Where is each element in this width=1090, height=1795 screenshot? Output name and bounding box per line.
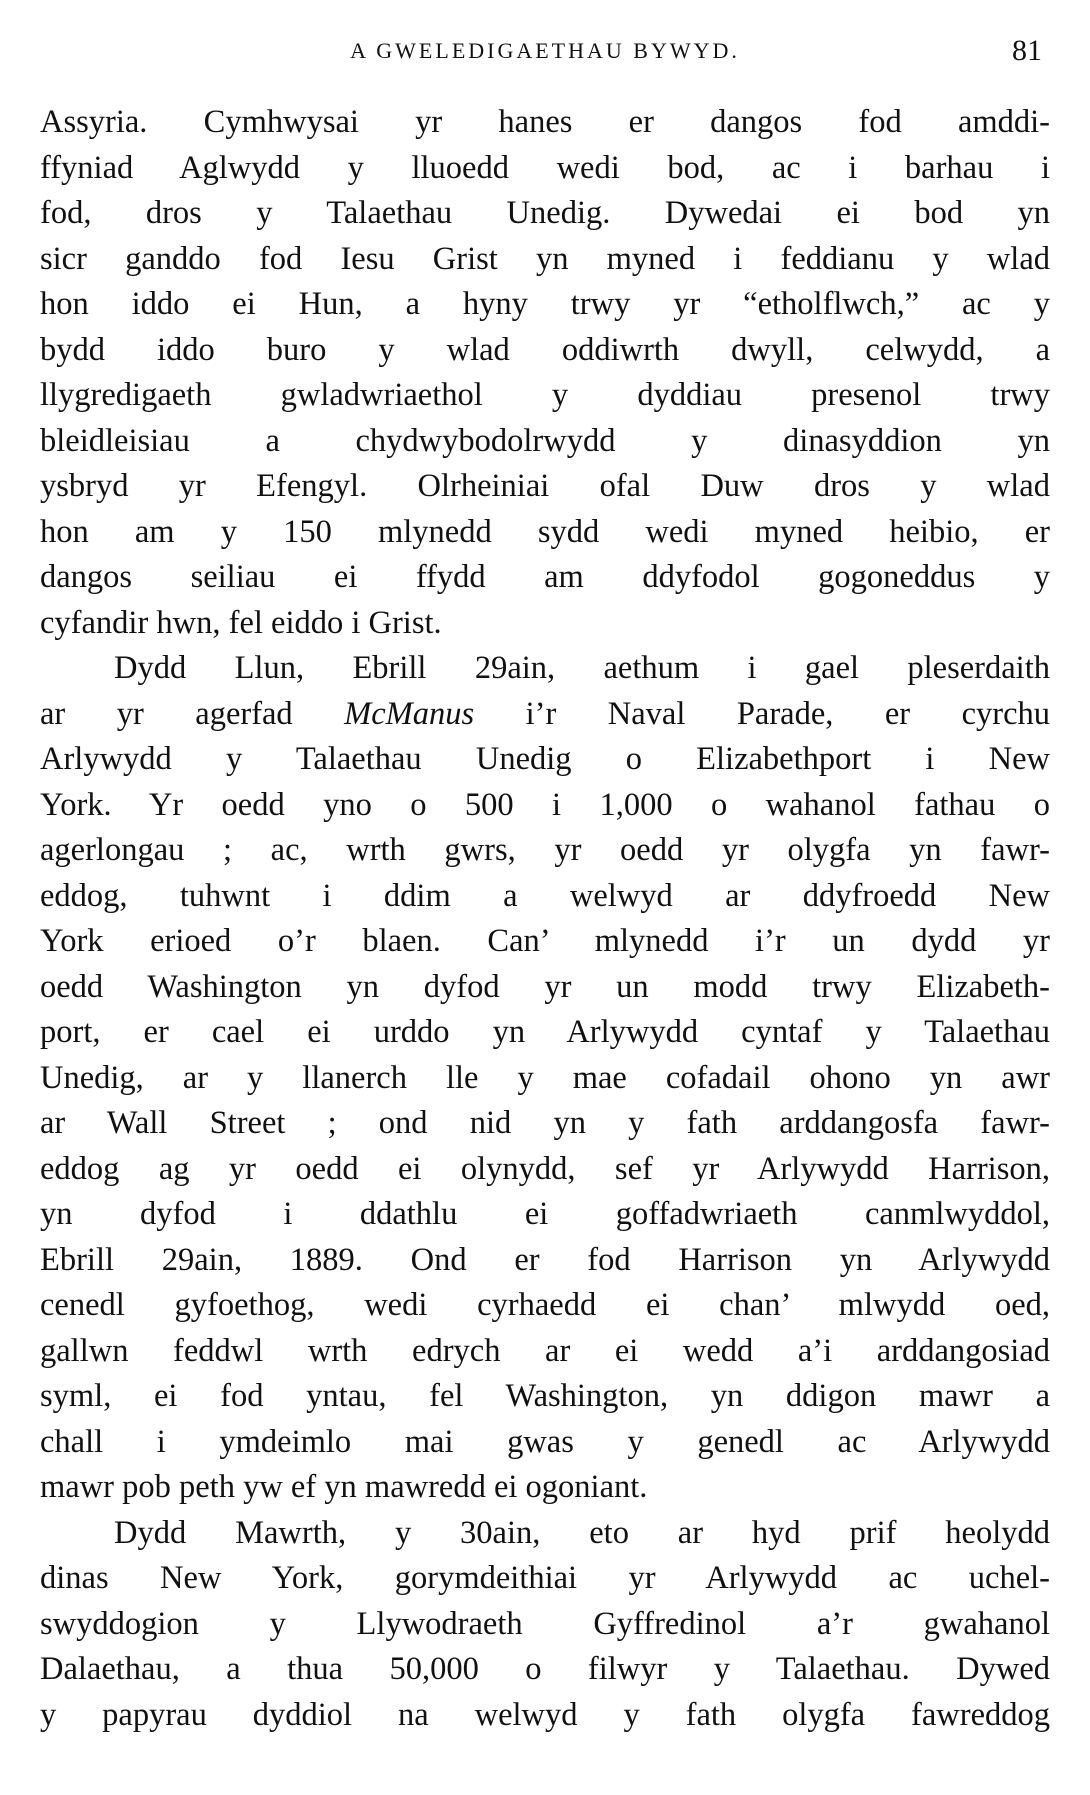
text-segment: i’r Naval Parade, er cyrchu (474, 695, 1050, 732)
text-line: agerlongau ; ac, wrth gwrs, yr oedd yr olygfa yn fawr- (40, 832, 1050, 868)
text-line: eddog, tuhwnt i ddim a welwyd ar ddyfroedd New (40, 877, 1050, 914)
running-head (40, 34, 1050, 78)
text-segment: ar yr agerfad (40, 695, 345, 732)
paragraph-end-line: mawr pob peth yw ef yn mawredd ei ogoniant. (40, 1469, 648, 1505)
text-line: bydd iddo buro y wlad oddiwrth dwyll, celwydd, a (40, 331, 1050, 368)
text-line: oedd Washington yn dyfod yr un modd trwy Elizabeth- (40, 968, 1050, 1005)
text-line: York erioed o’r blaen. Can’ mlynedd i’r un dydd yr (40, 923, 1050, 959)
text-line: llygredigaeth gwladwriaethol y dyddiau presenol trwy (40, 377, 1050, 413)
paragraph-start-line: Dydd Mawrth, y 30ain, eto ar hyd prif heolydd (114, 1514, 1050, 1551)
paragraph-start-line: Dydd Llun, Ebrill 29ain, aethum i gael pleserdaith (114, 650, 1050, 686)
text-line: ar Wall Street ; ond nid yn y fath arddangosfa fawr- (40, 1105, 1050, 1141)
text-line: sicr ganddo fod Iesu Grist yn myned i feddianu y wlad (40, 240, 1050, 277)
text-line: y papyrau dyddiol na welwyd y fath olygfa fawreddog (40, 1696, 1050, 1733)
running-title: A GWELEDIGAETHAU BYWYD. (350, 38, 740, 63)
text-line: Assyria. Cymhwysai yr hanes er dangos fod amddi- (40, 104, 1050, 140)
paragraph-end-line: cyfandir hwn, fel eiddo i Grist. (40, 604, 442, 641)
text-line: Ebrill 29ain, 1889. Ond er fod Harrison yn Arlywydd (40, 1241, 1050, 1278)
text-line-with-italic (40, 692, 1050, 738)
text-line: eddog ag yr oedd ei olynydd, sef yr Arlywydd Harrison, (40, 1150, 1050, 1187)
text-line: dinas New York, gorymdeithiai yr Arlywydd ac uchel- (40, 1560, 1050, 1596)
text-line: syml, ei fod yntau, fel Washington, yn ddigon mawr a (40, 1378, 1050, 1414)
text-line: ysbryd yr Efengyl. Olrheiniai ofal Duw dros y wlad (40, 468, 1050, 504)
text-line: Unedig, ar y llanerch lle y mae cofadail ohono yn awr (40, 1059, 1050, 1096)
text-line: hon iddo ei Hun, a hyny trwy yr “etholflwch,” ac y (40, 286, 1050, 322)
ship-name-italic: McManus (344, 695, 475, 732)
text-line: dangos seiliau ei ffydd am ddyfodol gogoneddus y (40, 559, 1050, 595)
text-line: bleidleisiau a chydwybodolrwydd y dinasyddion yn (40, 422, 1050, 459)
text-line: chall i ymdeimlo mai gwas y genedl ac Arlywydd (40, 1423, 1050, 1460)
text-line: ffyniad Aglwydd y lluoedd wedi bod, ac i barhau i (40, 149, 1050, 186)
text-line: hon am y 150 mlynedd sydd wedi myned heibio, er (40, 513, 1050, 550)
text-line: Arlywydd y Talaethau Unedig o Elizabethport i New (40, 741, 1050, 777)
text-line: fod, dros y Talaethau Unedig. Dywedai ei bod yn (40, 195, 1050, 231)
text-line: York. Yr oedd yno o 500 i 1,000 o wahanol fathau o (40, 786, 1050, 823)
body-text (40, 100, 1050, 1738)
text-line: gallwn feddwl wrth edrych ar ei wedd a’i arddangosiad (40, 1332, 1050, 1369)
text-line: swyddogion y Llywodraeth Gyffredinol a’r gwahanol (40, 1605, 1050, 1642)
text-line: yn dyfod i ddathlu ei goffadwriaeth canmlwyddol, (40, 1196, 1050, 1232)
text-line: port, er cael ei urddo yn Arlywydd cyntaf y Talaethau (40, 1014, 1050, 1050)
text-line: Dalaethau, a thua 50,000 o filwyr y Talaethau. Dywed (40, 1651, 1050, 1687)
text-line: cenedl gyfoethog, wedi cyrhaedd ei chan’ mlwydd oed, (40, 1287, 1050, 1323)
page-number: 81 (1012, 34, 1042, 67)
